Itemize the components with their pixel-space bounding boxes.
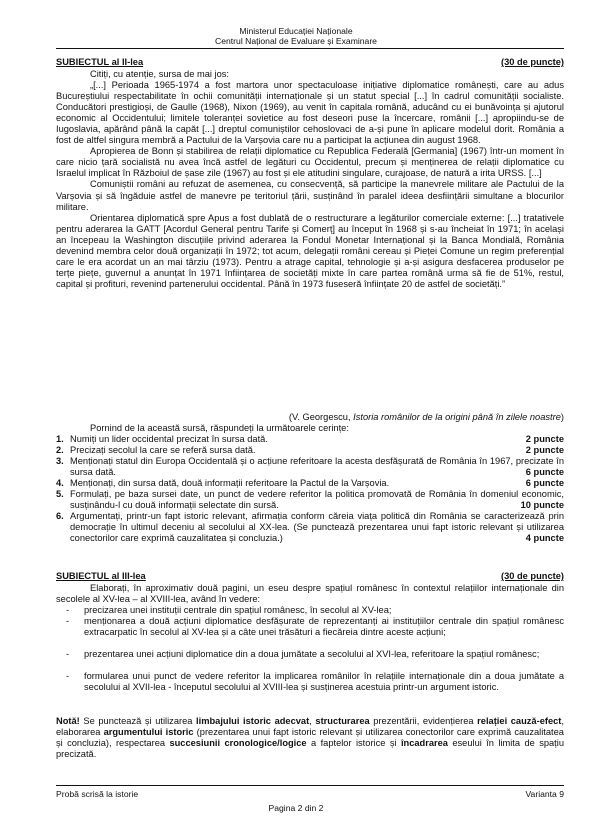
section2-source (56, 69, 564, 290)
question-points: 6 puncte (525, 467, 564, 477)
note-label: Notă! (56, 716, 80, 726)
question-points: 6 puncte (525, 478, 564, 488)
question-item: 6. Argumentați, printr-un fapt istoric relevant, afirmația conform căreia viața politică din România se caracterizează prin democrație în ultimul deceniu al secolului al XX-lea. (Se punctează prezentarea unui fapt istoric relevant și utilizarea conectorilor care exprimă cauzalitatea și concluzia.) 4 puncte (56, 511, 564, 543)
question-points: 4 puncte (525, 533, 564, 543)
footer-divider (56, 785, 564, 786)
question-points: 2 puncte (525, 445, 564, 455)
source-paragraph: Apropierea de Bonn și stabilirea de relații diplomatice cu Republica Federală [Germania] (1967) într-un moment în care nicio țară socialistă nu avea încă astfel de legături cu Occidentul, precum și menținerea de relații diplomatice cu Israelul implicat în Războiul de șase zile (1967) au fost și ele atitudini singulare, curajoase, de natură a irita URSS. [...] (56, 146, 564, 179)
question-points: 2 puncte (525, 434, 564, 444)
essay-intro: Elaborați, în aproximativ două pagini, un eseu despre spațiul românesc în contextul relațiilor internaționale din secolele al XV-lea – al XVIII-lea, având în vedere: (56, 583, 564, 605)
question-item: 2. 2 puncte Precizați secolul la care se referă sursa dată. (56, 445, 564, 455)
section3-points: (30 de puncte) (500, 571, 564, 581)
section2-points: (30 de puncte) (500, 57, 564, 67)
source-citation: (V. Georgescu, Istoria românilor de la origini până în zilele noastre) (288, 412, 564, 422)
question-item: 5. Formulați, pe baza sursei date, un punct de vedere referitor la politica promovată de România în domeniul economic, susținându-l cu două informații selectate din sursă. 10 puncte (56, 489, 564, 510)
question-item: 4. 6 puncte Menționați, din sursa dată, două informații referitoare la Pactul de la Varșovia. (56, 478, 564, 488)
essay-requirement: - precizarea unei instituții centrale din spațiul românesc, în secolul al XV-lea; (66, 605, 392, 615)
section3-title: SUBIECTUL al III-lea (56, 571, 146, 581)
essay-requirement: - formularea unui punct de vedere referitor la implicarea românilor în relațiile internaționale din a doua jumătate a secolului al XVII-lea - începutul secolului al XVIII-lea și susținerea acestuia printr-un argument istoric. (66, 671, 564, 692)
questions-prompt: Pornind de la această sursă, răspundeți la următoarele cerințe: (90, 423, 349, 433)
source-instruction: Citiți, cu atenție, sursa de mai jos: (90, 69, 229, 79)
source-book-title: Istoria românilor de la origini până în zilele noastre (353, 412, 561, 422)
ministry-name: Ministerul Educației Naționale (239, 26, 353, 36)
footer-exam-name: Probă scrisă la istorie (56, 789, 139, 799)
footer-variant: Varianta 9 (525, 789, 564, 799)
source-paragraph: Orientarea diplomatică spre Apus a fost dublată de o restructurare a legăturilor comerciale externe: [...] tratativele pentru aderarea la GATT [Acordul General pentru Tarife și Comerț] au început în 1968 și s-au încheiat în 1971; în același an începeau la Washington discuțiile privind aderarea la Fondul Monetar Internațional și la Banca Mondială, România devenind membra celor două organizații în 1972; tot acum, delegații români cereau și Pieței Comune un regim preferențial care le era acordat un an mai târziu (1973). Pentru a atrage capital, tehnologie și a-și asigura desfacerea produselor pe terțe piețe, guvernul a anunțat în 1971 înființarea de societăți mixte în care partea română urma să fie de 51%, restul, capital și profituri, revenind partenerului occidental. Până în 1973 fuseseră înființate 20 de astfel de societăți.” (56, 212, 564, 289)
center-name: Centrul Național de Evaluare și Examinare (215, 36, 377, 46)
page-number: Pagina 2 din 2 (268, 803, 324, 813)
essay-requirement: - menționarea a două acțiuni diplomatice desfășurate de reprezentanți ai instituțiilor centrale din spațiul românesc extracarpatic în secolul al XV-lea și a câte unei trăsături a fiecăreia dintre aceste acțiuni; (66, 616, 564, 637)
question-item: 3. Menționați statul din Europa Occidentală și o acțiune referitoare la acesta desfășurată de România în 1967, precizate în sursa dată. 6 puncte (56, 456, 564, 477)
source-paragraph: Comuniștii români au refuzat de asemenea, cu consecvență, să participe la manevrele militare ale Pactului de la Varșovia și să îngăduie astfel de manevre pe teritoriul țării, susținând în paralel ideea desființării simultane a blocurilor militare. (56, 179, 564, 212)
essay-note: Notă! Se punctează și utilizarea limbajului istoric adecvat, structurarea prezentării, evidențierea relației cauză-efect, elaborarea argumentului istoric (prezentarea unui fapt istoric relevant și utilizarea conectorilor care exprimă cauzalitatea și concluzia), respectarea succesiunii cronologice/logice a faptelor istorice și încadrarea eseului în limita de spațiu precizată. (56, 716, 564, 760)
header-divider (56, 48, 564, 49)
section2-title: SUBIECTUL al II-lea (56, 57, 144, 67)
source-paragraph: „[...] Perioada 1965-1974 a fost martora unor spectaculoase inițiative diplomatice românești, care au adus Bucureștiului respectabilitate în ochii comunității internaționale și un statut special [...] în cadrul comunității socialiste. Conducători prestigioși, de Gaulle (1968), Nixon (1969), au venit în capitala română, aducând cu ei bunăvoința și ajutorul economic al Occidentului; limitele toleranței sovietice au fost deseori puse la încercare, românii [...] apropiindu-se de Iugoslavia, apărând până la capăt [...] dreptul comuniștilor cehoslovaci de a-și pune în aplicare modelul dorit. România a fost de altfel singura membră a Pactului de la Varșovia care nu a participat la acțiunea din august 1968. (56, 80, 564, 146)
essay-requirement: - prezentarea unei acțiuni diplomatice din a doua jumătate a secolului al XVI-lea, referitoare la spațiul românesc; (66, 649, 540, 659)
question-points: 10 puncte (520, 500, 564, 510)
question-item: 1. 2 puncte Numiți un lider occidental precizat în sursa dată. (56, 434, 564, 444)
